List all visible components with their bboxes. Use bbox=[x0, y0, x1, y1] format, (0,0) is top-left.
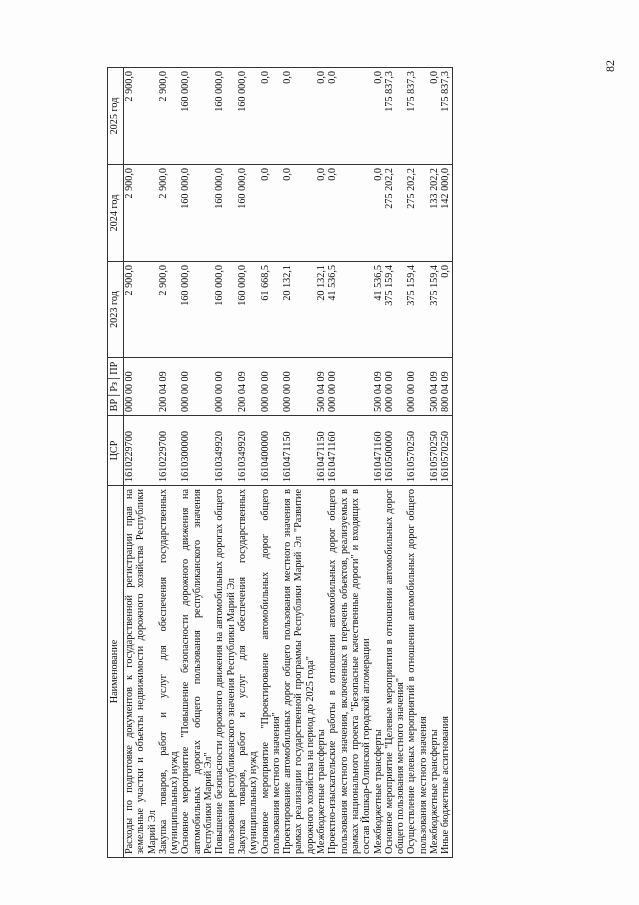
row-2025: 0,0 bbox=[260, 68, 283, 165]
row-csr: 1610471160 bbox=[373, 416, 384, 486]
row-2025: 2 900,0 bbox=[124, 68, 158, 165]
row-name: Расходы по подготовке документов к государственной регистрации прав на земельные участки и объекты недвижимости дорожного хозяйства Республики Марий Эл bbox=[124, 486, 158, 858]
table-row bbox=[214, 68, 237, 858]
row-csr: 1610471150 bbox=[282, 416, 316, 486]
table-row bbox=[260, 68, 283, 858]
row-vr-rz-pr: 000 00 00 bbox=[327, 358, 372, 416]
row-2024: 0,0 bbox=[282, 165, 316, 262]
row-2025: 160 000,0 bbox=[214, 68, 237, 165]
row-csr: 1610229700 bbox=[124, 416, 158, 486]
row-name: Проектирование автомобильных дорог общего пользования местного значения в рамках реализации государственной программы Республики Марий Эл "Развитие дорожного хозяйства на период до 2025 года" bbox=[282, 486, 316, 858]
row-vr-rz-pr: 500 04 09 bbox=[373, 358, 384, 416]
row-2023: 2 900,0 bbox=[158, 262, 181, 358]
row-name: Осуществление целевых мероприятий в отношении автомобильных дорог общего пользования местного значения bbox=[406, 486, 429, 858]
row-2024: 275 202,2 bbox=[384, 165, 407, 262]
table-row bbox=[429, 68, 452, 858]
row-csr: 1610471150 bbox=[316, 416, 327, 486]
row-2023: 160 000,0 bbox=[237, 262, 260, 358]
row-2025: 0,0 bbox=[327, 68, 372, 165]
row-name: Закупка товаров, работ и услуг для обеспечения государственных (муниципальных) нужд bbox=[237, 486, 260, 858]
row-2024: 133 202,2 142 000,0 bbox=[429, 165, 452, 262]
row-name: Межбюджетные трансферты bbox=[316, 486, 327, 858]
row-2024: 2 900,0 bbox=[124, 165, 158, 262]
row-2025: 160 000,0 bbox=[237, 68, 260, 165]
row-2023: 41 536,5 bbox=[373, 262, 384, 358]
header-name: Наименование bbox=[108, 486, 124, 858]
row-2025: 0,0 175 837,3 bbox=[429, 68, 452, 165]
row-2024: 0,0 bbox=[327, 165, 372, 262]
table-row bbox=[327, 68, 372, 858]
row-2024: 2 900,0 bbox=[158, 165, 181, 262]
row-vr-rz-pr: 000 00 00 bbox=[282, 358, 316, 416]
row-name: Межбюджетные трансферты Иные бюджетные ассигнования bbox=[429, 486, 452, 858]
row-name: Межбюджетные трансферты bbox=[373, 486, 384, 858]
rotated-table-container bbox=[107, 68, 603, 858]
table-row bbox=[237, 68, 260, 858]
row-vr-rz-pr: 500 04 09 800 04 09 bbox=[429, 358, 452, 416]
row-csr: 1610500000 bbox=[384, 416, 407, 486]
row-vr-rz-pr: 500 04 09 bbox=[316, 358, 327, 416]
row-2024: 160 000,0 bbox=[180, 165, 214, 262]
table-row bbox=[180, 68, 214, 858]
row-2024: 160 000,0 bbox=[214, 165, 237, 262]
row-name: Проектно-изыскательские работы в отношении автомобильных дорог общего пользования местного значения, включенных в перечень объектов, реализуемых в рамках национального проекта "Безопасные качественные дороги" и входящих в состав Йошкар-Олинской городской агломерации bbox=[327, 486, 372, 858]
row-2023: 41 536,5 bbox=[327, 262, 372, 358]
page-number: 82 bbox=[603, 60, 617, 72]
row-csr: 1610300000 bbox=[180, 416, 214, 486]
header-2024: 2024 год bbox=[108, 165, 124, 262]
row-2025: 175 837,3 bbox=[384, 68, 407, 165]
row-2023: 375 159,4 bbox=[384, 262, 407, 358]
table-row bbox=[373, 68, 384, 858]
budget-table bbox=[107, 67, 453, 858]
row-2024: 160 000,0 bbox=[237, 165, 260, 262]
row-2025: 0,0 bbox=[282, 68, 316, 165]
row-csr: 1610471160 bbox=[327, 416, 372, 486]
row-vr-rz-pr: 200 04 09 bbox=[158, 358, 181, 416]
table-row bbox=[124, 68, 158, 858]
row-csr: 1610400000 bbox=[260, 416, 283, 486]
table-row bbox=[316, 68, 327, 858]
row-2023: 375 159,4 bbox=[406, 262, 429, 358]
table-header-row bbox=[108, 68, 124, 858]
row-vr-rz-pr: 000 00 00 bbox=[124, 358, 158, 416]
row-2023: 20 132,1 bbox=[282, 262, 316, 358]
row-2023: 61 668,5 bbox=[260, 262, 283, 358]
row-vr-rz-pr: 000 00 00 bbox=[384, 358, 407, 416]
row-csr: 1610570250 bbox=[406, 416, 429, 486]
row-2023: 2 900,0 bbox=[124, 262, 158, 358]
row-name: Основное мероприятие "Проектирование автомобильных дорог общего пользования местного значения" bbox=[260, 486, 283, 858]
row-name: Основное мероприятие "Повышение безопасности дорожного движения на автомобильных дорогах общего пользования республиканского значения Республики Марий Эл" bbox=[180, 486, 214, 858]
header-2023: 2023 год bbox=[108, 262, 124, 358]
row-vr-rz-pr: 000 00 00 bbox=[180, 358, 214, 416]
row-csr: 1610229700 bbox=[158, 416, 181, 486]
row-2024: 0,0 bbox=[316, 165, 327, 262]
row-vr-rz-pr: 200 04 09 bbox=[237, 358, 260, 416]
row-csr: 1610349920 bbox=[214, 416, 237, 486]
table-row bbox=[384, 68, 407, 858]
header-2025: 2025 год bbox=[108, 68, 124, 165]
table-row bbox=[282, 68, 316, 858]
row-vr-rz-pr: 000 00 00 bbox=[214, 358, 237, 416]
row-csr: 1610349920 bbox=[237, 416, 260, 486]
table-row bbox=[406, 68, 429, 858]
row-vr-rz-pr: 000 00 00 bbox=[406, 358, 429, 416]
row-2025: 175 837,3 bbox=[406, 68, 429, 165]
row-2025: 2 900,0 bbox=[158, 68, 181, 165]
row-2024: 275 202,2 bbox=[406, 165, 429, 262]
row-2023: 160 000,0 bbox=[214, 262, 237, 358]
row-2023: 160 000,0 bbox=[180, 262, 214, 358]
row-csr: 1610570250 1610570250 bbox=[429, 416, 452, 486]
row-2024: 0,0 bbox=[260, 165, 283, 262]
row-2023: 375 159,4 0,0 bbox=[429, 262, 452, 358]
header-csr: ЦСР bbox=[108, 416, 124, 486]
row-name: Повышение безопасности дорожного движения на автомобильных дорогах общего пользования республиканского значения Республики Марий Эл bbox=[214, 486, 237, 858]
row-2025: 0,0 bbox=[316, 68, 327, 165]
row-name: Закупка товаров, работ и услуг для обеспечения государственных (муниципальных) нужд bbox=[158, 486, 181, 858]
row-name: Основное мероприятие "Целевые мероприятия в отношении автомобильных дорог общего пользования местного значения" bbox=[384, 486, 407, 858]
row-2025: 160 000,0 bbox=[180, 68, 214, 165]
table-row bbox=[158, 68, 181, 858]
header-vr-rz-pr: ВР│Рз│ПР bbox=[108, 358, 124, 416]
table-body bbox=[124, 68, 453, 858]
row-2024: 0,0 bbox=[373, 165, 384, 262]
row-2025: 0,0 bbox=[373, 68, 384, 165]
row-2023: 20 132,1 bbox=[316, 262, 327, 358]
row-vr-rz-pr: 000 00 00 bbox=[260, 358, 283, 416]
